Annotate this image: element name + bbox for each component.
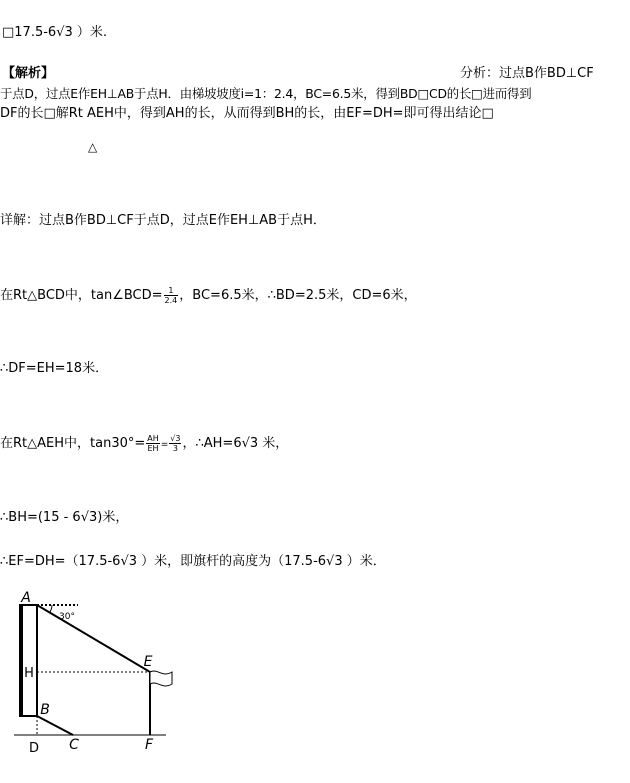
stray-triangle-symbol: △: [88, 140, 98, 154]
label-a: A: [21, 590, 31, 606]
top-answer-line: □17.5-6√3 ）米.: [2, 25, 108, 40]
fraction-sqrt3-over-3: [169, 434, 181, 453]
geometry-figure: [0, 588, 190, 778]
label-b: B: [40, 702, 50, 718]
fraction-denominator: 2.4: [164, 296, 178, 305]
label-f: F: [144, 737, 154, 753]
analysis-line-3: DF的长□解Rt AEH中，得到AH的长，从而得到BH的长，由EF=DH=即可得出结论□: [0, 106, 494, 121]
step-bcd: [0, 286, 417, 305]
step-aeh: [0, 434, 288, 454]
fraction-numerator: 1: [164, 286, 179, 296]
angle-arc: [50, 605, 52, 612]
step-aeh-text-b: ，∴AH=6√3 米，: [182, 436, 289, 451]
step-final: ∴EF=DH=（17.5-6√3 ）米，即旗杆的高度为（17.5-6√3 ）米．: [0, 554, 386, 569]
label-d: D: [28, 741, 40, 756]
fraction-numerator: AH: [147, 434, 159, 443]
label-e: E: [143, 654, 153, 670]
step-aeh-text-a: 在Rt△AEH中，tan30°=: [0, 436, 146, 451]
fraction-denominator: EH: [147, 444, 159, 453]
line-ae: [37, 605, 150, 672]
solution-intro: 详解：过点B作BD⊥CF于点D，过点E作EH⊥AB于点H．: [0, 213, 326, 228]
fraction-denominator: 3: [172, 444, 178, 453]
step-bcd-text-b: ，BC=6.5米，∴BD=2.5米，CD=6米，: [179, 288, 417, 303]
flag: [150, 671, 172, 686]
fraction-equals: =: [160, 440, 169, 450]
fraction-ah-over-eh: [146, 434, 160, 453]
building-left-edge: [19, 605, 23, 716]
label-c: C: [69, 737, 79, 753]
label-angle-30: 30°: [59, 612, 75, 622]
analysis-label: 分析：过点B作BD⊥CF: [460, 66, 594, 81]
step-bh: ∴BH=(15 - 6√3)米，: [0, 510, 129, 525]
step-df: ∴DF=EH=18米．: [0, 361, 109, 376]
step-bcd-text-a: 在Rt△BCD中，tan∠BCD=: [0, 288, 163, 303]
analysis-line-2: 于点D，过点E作EH⊥AB于点H．由梯坡坡度i=1：2.4，BC=6.5米，得到BD□CD的长□进而得到: [0, 86, 532, 101]
analysis-heading: 【解析】: [2, 66, 55, 81]
label-h: H: [24, 666, 34, 681]
fraction-1-over-2-4: [164, 286, 179, 305]
slope-bc: [37, 716, 73, 735]
fraction-numerator: √3: [170, 434, 181, 443]
